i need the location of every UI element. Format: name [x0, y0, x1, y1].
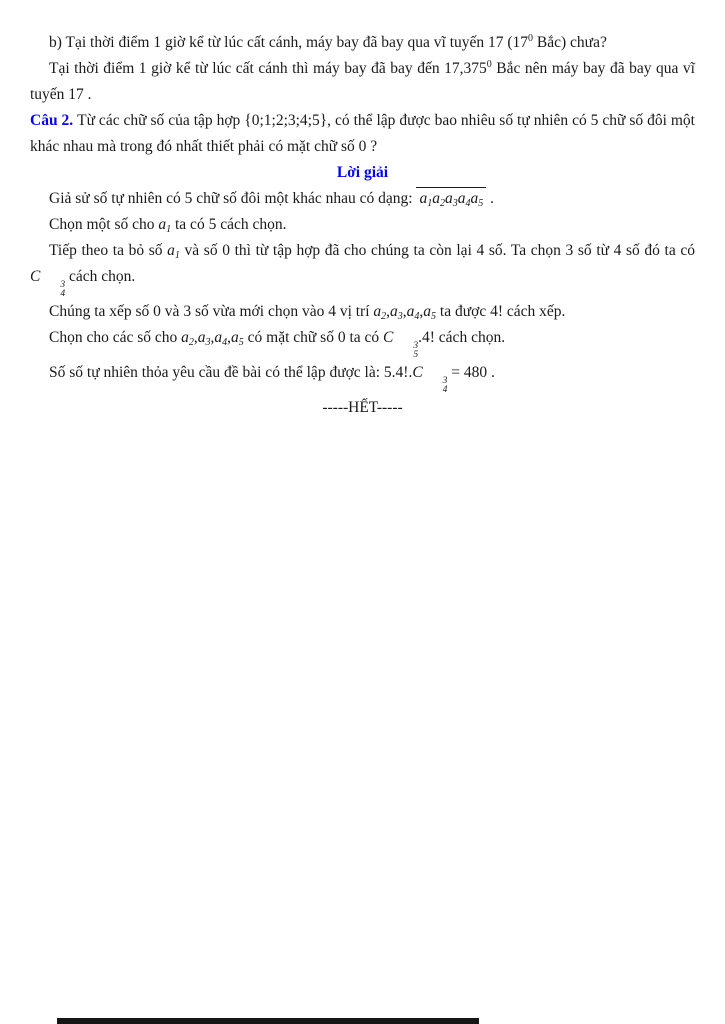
- math-var: [407, 303, 420, 320]
- text-run: .4! cách chọn.: [418, 329, 506, 346]
- math-var: [198, 329, 211, 346]
- text-run: ,: [402, 303, 407, 320]
- supsub-stack: [424, 377, 448, 395]
- solution-zero-position-line: [30, 325, 695, 360]
- var-base: a: [390, 303, 398, 320]
- superscript-degree: 0: [486, 59, 492, 70]
- stack-sub: 4: [60, 289, 66, 299]
- solution-assume-line: [30, 186, 695, 212]
- text-run: ta có 5 cách chọn.: [171, 216, 287, 233]
- var-base: a: [158, 216, 167, 233]
- var-base: a: [470, 190, 479, 207]
- combination-symbol: [30, 268, 66, 299]
- text-run: Chúng ta xếp số 0 và 3 số vừa mới chọn vào 4 vị trí: [49, 303, 374, 320]
- text-run: Giả sử số tự nhiên có 5 chữ số đôi một khác nhau có dạng:: [49, 190, 417, 207]
- var-subscript: 2: [188, 337, 194, 348]
- var-base: a: [181, 329, 189, 346]
- text-run: ,: [227, 329, 232, 346]
- combination-symbol: [412, 364, 448, 395]
- text-run: .: [486, 190, 494, 207]
- var-base: a: [406, 303, 415, 320]
- math-var: [470, 190, 483, 207]
- text-run: -----HẾT-----: [322, 399, 403, 416]
- math-var: [423, 303, 436, 320]
- supsub-stack: [394, 342, 418, 360]
- var-subscript: 3: [397, 311, 403, 322]
- math-var: [419, 190, 432, 207]
- var-base: C: [383, 329, 394, 346]
- solution-arrange-line: [30, 299, 695, 325]
- text-run: Từ các chữ số của tập hợp {0;1;2;3;4;5}, có thể lập được bao nhiêu số tự nhiên có 5 chữ số đôi một khác nhau mà trong đó nhất thiết phải có mặt chữ số 0 ?: [30, 112, 695, 155]
- var-subscript: 5: [238, 337, 244, 348]
- overline-expression: [416, 187, 486, 209]
- text-run: có mặt chữ số 0 ta có: [243, 329, 384, 346]
- stack-sub: 5: [413, 350, 419, 360]
- var-base: a: [423, 303, 432, 320]
- var-subscript: 1: [166, 224, 172, 235]
- answer-b: [30, 56, 695, 108]
- question-b: [30, 30, 695, 56]
- var-base: a: [373, 303, 382, 320]
- math-var: [445, 190, 458, 207]
- loi-giai-heading: [30, 160, 695, 186]
- text-run: Bắc nên máy bay đã bay qua vĩ tuyến 17 .: [30, 60, 695, 103]
- math-var: [158, 216, 171, 233]
- text-run: cách chọn.: [65, 268, 136, 285]
- text-run: Số số tự nhiên thỏa yêu cầu đề bài có thể lập được là: 5.4!.: [49, 364, 413, 381]
- text-run: b) Tại thời điểm 1 giờ kể từ lúc cất cánh, máy bay đã bay qua vĩ tuyến 17 (17: [49, 34, 529, 51]
- math-var: [458, 190, 471, 207]
- text-run: Tại thời điểm 1 giờ kể từ lúc cất cánh thì máy bay đã bay đến 17,375: [49, 60, 487, 77]
- blue-label: Câu 2.: [30, 112, 78, 129]
- var-base: a: [197, 329, 206, 346]
- stack-sup: 3: [60, 280, 66, 290]
- text-run: Tiếp theo ta bỏ số: [49, 242, 168, 259]
- stack-sup: 3: [413, 341, 419, 351]
- next-page-edge: [57, 1018, 479, 1024]
- var-subscript: 5: [431, 311, 437, 322]
- var-base: a: [444, 190, 453, 207]
- var-base: a: [214, 329, 223, 346]
- var-subscript: 1: [427, 198, 433, 209]
- math-var: [390, 303, 403, 320]
- stack-sup: 3: [442, 376, 448, 386]
- supsub-stack: [41, 281, 65, 299]
- var-subscript: 4: [465, 198, 471, 209]
- math-var: [181, 329, 194, 346]
- var-subscript: 2: [381, 311, 387, 322]
- var-subscript: 4: [414, 311, 420, 322]
- text-run: ,: [386, 303, 391, 320]
- var-base: a: [167, 242, 175, 259]
- stack-sub: 4: [442, 385, 448, 395]
- cau-2-question: [30, 108, 695, 160]
- var-subscript: 5: [478, 198, 484, 209]
- var-subscript: 3: [205, 337, 211, 348]
- var-base: a: [419, 190, 428, 207]
- text-run: ,: [193, 329, 198, 346]
- text-run: ta được 4! cách xếp.: [436, 303, 566, 320]
- text-run: = 480 .: [447, 364, 495, 381]
- text-run: ,: [419, 303, 424, 320]
- text-run: Chọn cho các số cho: [49, 329, 182, 346]
- var-subscript: 2: [439, 198, 445, 209]
- text-run: Chọn một số cho: [49, 216, 159, 233]
- text-run: ,: [210, 329, 215, 346]
- math-var: [214, 329, 227, 346]
- var-base: C: [30, 268, 41, 285]
- math-var: [167, 242, 180, 259]
- var-base: a: [432, 190, 440, 207]
- var-subscript: 3: [452, 198, 458, 209]
- math-var: [432, 190, 445, 207]
- combination-symbol: [383, 329, 419, 360]
- het-marker: [30, 395, 695, 421]
- var-subscript: 1: [174, 250, 180, 261]
- text-run: Bắc) chưa?: [533, 34, 607, 51]
- blue-label: Lời giải: [336, 164, 389, 181]
- var-subscript: 4: [222, 337, 228, 348]
- math-var: [373, 303, 386, 320]
- text-run: và số 0 thì từ tập hợp đã cho chúng ta còn lại 4 số. Ta chọn 3 số từ 4 số đó ta có: [179, 242, 696, 259]
- solution-choose-3-from-4: [30, 238, 695, 299]
- var-base: a: [457, 190, 466, 207]
- math-var: [231, 329, 244, 346]
- var-base: a: [231, 329, 239, 346]
- superscript-degree: 0: [528, 33, 534, 44]
- solution-final-result: [30, 360, 695, 395]
- document-content: [0, 0, 725, 421]
- solution-choose-a1: [30, 212, 695, 238]
- var-base: C: [412, 364, 423, 381]
